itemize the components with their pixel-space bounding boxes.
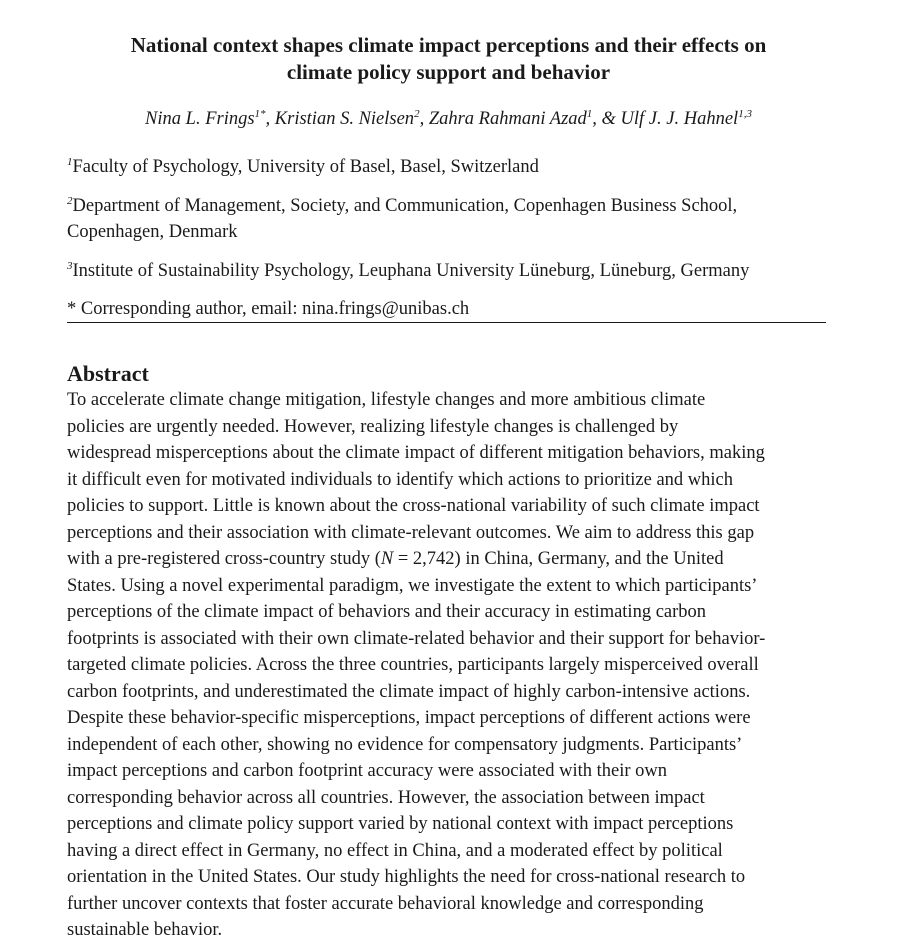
abstract-heading: Abstract bbox=[67, 361, 149, 386]
sample-size-symbol: N bbox=[380, 549, 394, 569]
affiliation-text: Department of Management, Society, and Communication, Copenhagen Business School, bbox=[72, 196, 738, 216]
abstract-line: further uncover contexts that foster accurate behavioral knowledge and corresponding bbox=[67, 893, 704, 914]
affiliation-number: 1 bbox=[67, 156, 73, 168]
abstract-line: To accelerate climate change mitigation, lifestyle changes and more ambitious climate bbox=[67, 390, 706, 410]
title-line: National context shapes climate impact perceptions and their effects on bbox=[130, 33, 767, 57]
affiliation-1 bbox=[67, 154, 837, 180]
author-name: Zahra Rahmani Azad bbox=[428, 109, 587, 129]
affiliation-text: Institute of Sustainability Psychology, Leuphana University Lüneburg, Lüneburg, Germany bbox=[72, 261, 750, 281]
author-affiliation-mark: 1* bbox=[254, 108, 266, 120]
author-list bbox=[0, 107, 897, 131]
abstract-line: it difficult even for motivated individuals to identify which actions to prioritize and which bbox=[67, 469, 734, 490]
title-line: climate policy support and behavior bbox=[286, 60, 611, 84]
abstract-line: impact perceptions and carbon footprint accuracy were associated with their own bbox=[67, 761, 667, 781]
author-separator: , bbox=[419, 109, 429, 129]
abstract-line: perceptions of the climate impact of behaviors and their accuracy in estimating carbon bbox=[67, 602, 707, 622]
corresponding-author bbox=[67, 296, 837, 322]
abstract-line: policies are urgently needed. However, realizing lifestyle changes is challenged by bbox=[67, 416, 679, 437]
author-separator: , & bbox=[592, 109, 621, 129]
abstract-line: perceptions and their association with climate-relevant outcomes. We aim to address this gap bbox=[67, 522, 755, 543]
affiliation-text: Faculty of Psychology, University of Basel, Basel, Switzerland bbox=[72, 157, 539, 177]
abstract-line bbox=[67, 546, 832, 573]
author-name: Ulf J. J. Hahnel bbox=[620, 109, 739, 129]
abstract-line: sustainable behavior. bbox=[67, 920, 223, 940]
abstract-line: corresponding behavior across all countries. However, the association between impact bbox=[67, 787, 705, 808]
abstract-line: Despite these behavior-specific misperceptions, impact perceptions of different actions were bbox=[67, 708, 751, 728]
abstract-line: orientation in the United States. Our study highlights the need for cross-national research to bbox=[67, 867, 746, 887]
author-affiliation-mark: 1 bbox=[586, 108, 593, 120]
author-name: Nina L. Frings bbox=[145, 109, 255, 129]
affiliation-number: 3 bbox=[67, 260, 73, 272]
abstract-text: = 2,742) in China, Germany, and the United bbox=[393, 549, 724, 569]
abstract-line: having a direct effect in Germany, no effect in China, and a moderated effect by political bbox=[67, 840, 723, 861]
affiliation-text: Copenhagen, Denmark bbox=[67, 222, 238, 242]
paper-title bbox=[60, 32, 837, 86]
author-name: Kristian S. Nielsen bbox=[274, 109, 415, 129]
affiliation-3 bbox=[67, 258, 837, 284]
abstract-line: footprints is associated with their own climate-related behavior and their support for behavior- bbox=[67, 628, 766, 649]
abstract-body bbox=[67, 387, 832, 944]
abstract-line: policies to support. Little is known about the cross-national variability of such climate impact bbox=[67, 496, 760, 516]
author-affiliation-mark: 2 bbox=[414, 108, 420, 120]
author-separator: , bbox=[265, 109, 275, 129]
abstract-line: independent of each other, showing no evidence for compensatory judgments. Participants’ bbox=[67, 734, 743, 755]
affiliation-number: 2 bbox=[67, 195, 73, 207]
author-affiliation-mark: 1,3 bbox=[738, 108, 752, 120]
abstract-line: carbon footprints, and underestimated the climate impact of highly carbon-intensive actions. bbox=[67, 681, 751, 702]
abstract-line: widespread misperceptions about the climate impact of different mitigation behaviors, making bbox=[67, 443, 765, 463]
header-divider bbox=[67, 322, 826, 323]
abstract-text: with a pre-registered cross-country study ( bbox=[67, 549, 381, 569]
corresponding-author-text: * Corresponding author, email: nina.frings@unibas.ch bbox=[67, 299, 470, 319]
abstract-line: perceptions and climate policy support varied by national context with impact perceptions bbox=[67, 814, 734, 834]
affiliation-2 bbox=[67, 193, 837, 245]
abstract-line: States. Using a novel experimental paradigm, we investigate the extent to which participants’ bbox=[67, 575, 758, 596]
abstract-line: targeted climate policies. Across the three countries, participants largely misperceived overall bbox=[67, 655, 759, 675]
